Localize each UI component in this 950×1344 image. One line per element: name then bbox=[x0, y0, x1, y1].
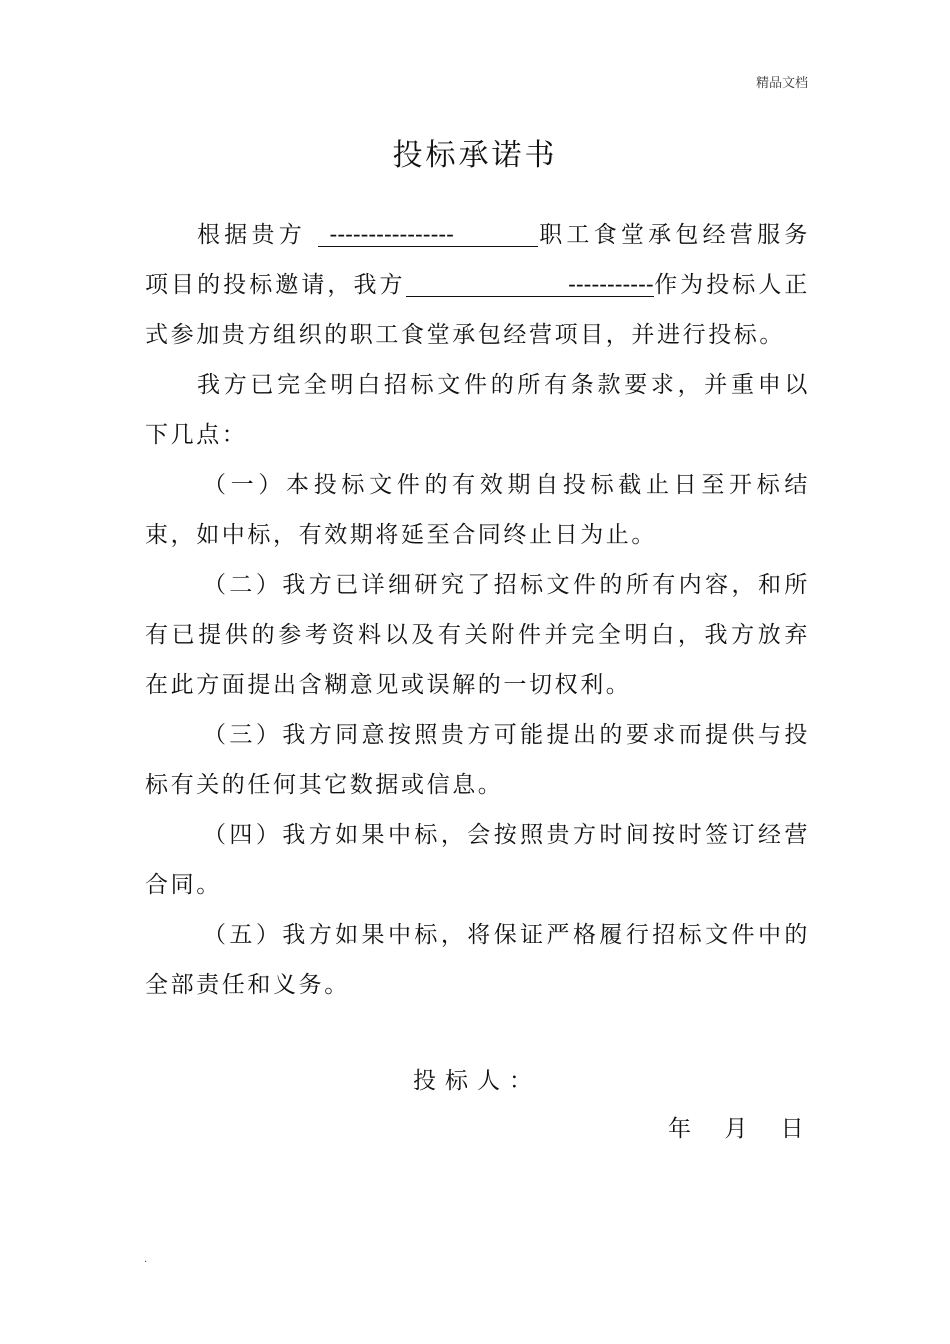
day-label: 日 bbox=[780, 1116, 804, 1142]
header-watermark-text: 精品文档 bbox=[755, 76, 808, 91]
year-label: 年 bbox=[668, 1116, 691, 1142]
commitment-item-5: （五）我方如果中标，将保证严格履行招标文件中的全部责任和义务。 bbox=[145, 922, 810, 998]
intro-mid-text: 职工食堂承包经营服务项目的投标邀请，我方 bbox=[145, 222, 810, 298]
tenderer-name-blank: ---------------- bbox=[318, 224, 538, 247]
footer-mark: . bbox=[144, 1254, 148, 1265]
intro-paragraph bbox=[145, 210, 810, 360]
commitment-item-1: （一）本投标文件的有效期自投标截止日至开标结束，如中标，有效期将延至合同终止日为止。 bbox=[145, 472, 810, 548]
intro-pre-text: 根据贵方 bbox=[197, 222, 306, 248]
intro-post-text: 作为投标人正式参加贵方组织的职工食堂承包经营项目，并进行投标。 bbox=[145, 272, 810, 348]
month-label: 月 bbox=[724, 1116, 748, 1142]
commitment-item-3: （三）我方同意按照贵方可能提出的要求而提供与投标有关的任何其它数据或信息。 bbox=[145, 722, 810, 798]
signature-date-line bbox=[668, 1110, 830, 1143]
commitment-item-2: （二）我方已详细研究了招标文件的所有内容，和所有已提供的参考资料以及有关附件并完全明白，我方放弃在此方面提出含糊意见或误解的一切权利。 bbox=[145, 572, 810, 698]
bidder-signature-label: 投标人： bbox=[413, 1068, 541, 1094]
document-title: 投标承诺书 bbox=[392, 138, 558, 173]
bidder-name-blank: ----------- bbox=[406, 274, 654, 297]
document-body bbox=[145, 210, 810, 1010]
statement-paragraph: 我方已完全明白招标文件的所有条款要求，并重申以下几点： bbox=[145, 372, 810, 448]
commitment-item-4: （四）我方如果中标，会按照贵方时间按时签订经营合同。 bbox=[145, 822, 810, 898]
